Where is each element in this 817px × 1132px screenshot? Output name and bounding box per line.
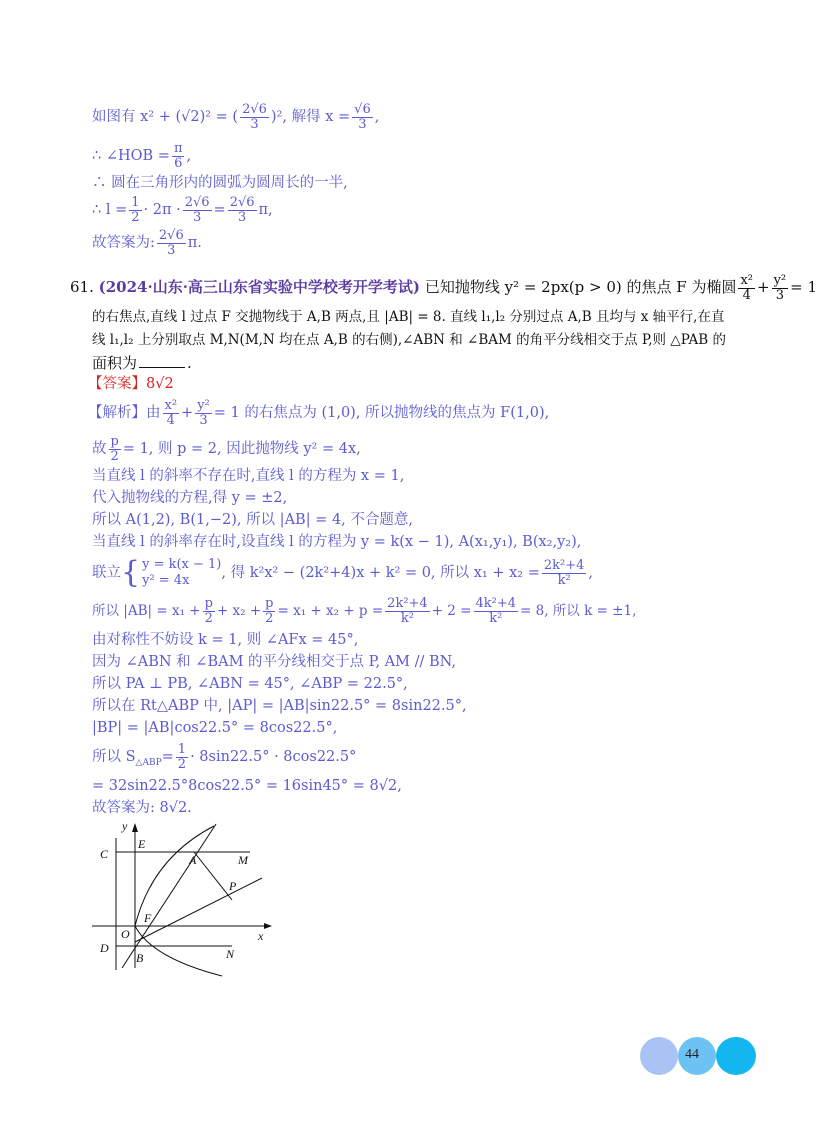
frac-den: k² [489,611,503,626]
text: 故 [92,441,107,457]
frac-den: k² [557,572,571,588]
text: 已知抛物线 y² = 2px(p > 0) 的焦点 F 为椭圆 [424,278,737,296]
label-y: y [122,819,128,833]
fraction [163,399,180,428]
problem-line-1 [70,270,817,304]
subscript: △ABP [135,757,162,768]
answer-value: 8√2 [146,376,174,392]
label-x: x [258,929,264,943]
frac-den: 2 [265,611,274,626]
line-BP [135,878,262,942]
text: , 得 k²x² − (2k²+4)x + k² = 0, 所以 x₁ + x₂ = [221,565,540,581]
badge-circle-3 [716,1037,756,1075]
frac-den: 6 [174,155,183,171]
text: = 1 [790,278,817,296]
analysis-line-14 [92,740,356,774]
problem-line-3: 线 l₁,l₂ 上分别取点 M,N(M,N 均在点 A,B 的右侧),∠ABN 和 ∠BAM 的角平分线相交于点 P,则 △PAB 的 [92,332,727,348]
text: = 1 的右焦点为 (1,0), 所以抛物线的焦点为 F(1,0), [213,405,550,421]
text: , [186,148,192,164]
frac-den: 3 [775,287,784,303]
text: π, [258,202,273,218]
text: . [187,354,192,372]
page-number: 44 [685,1047,699,1062]
fraction [195,399,212,428]
frac-den: 3 [199,412,208,428]
text: = [213,202,226,218]
text: + [757,278,770,296]
fraction [228,196,257,225]
text: , [374,109,380,125]
answer-line [88,374,174,394]
answer-blank [139,367,185,368]
text: · 8sin22.5° · 8cos22.5° [190,749,357,765]
text: 如图有 x² + (√2)² = ( [92,109,239,125]
text: + [181,405,194,421]
frac-den: 3 [192,209,202,225]
label-O: O [121,927,130,941]
fraction [183,196,212,225]
frac-num: y² [773,272,787,288]
frac-den: 2 [177,756,187,772]
analysis-line-7 [92,555,593,591]
text: 故答案为: [92,235,155,251]
text: 所以 S [92,749,136,765]
problem-source: (2024·山东·高三山东省实验中学校考开学考试) [98,278,421,296]
label-A: A [189,853,197,867]
frac-num: x² [740,272,753,288]
problem-number: 61. [70,278,94,296]
frac-num: 1 [177,741,187,757]
frac-num: 2k²+4 [387,596,428,611]
fraction [240,103,269,132]
geometry-figure [92,818,282,976]
text: π. [187,235,202,251]
frac-num: 2√6 [184,194,210,210]
fraction [172,142,185,171]
text: 【解析】由 [88,405,161,421]
frac-num: π [173,140,183,156]
text: = 8, 所以 k = ±1, [520,603,637,619]
frac-num: p [110,433,119,449]
prev-solution-line-2 [92,139,191,173]
frac-num: p [265,596,274,611]
analysis-line-1 [88,396,549,430]
fraction [352,103,373,132]
analysis-line-9: 由对称性不妨设 k = 1, 则 ∠AFx = 45°, [92,632,359,648]
problem-line-2: 的右焦点,直线 l 过点 F 交抛物线于 A,B 两点,且 |AB| = 8. 直线 l₁,l₂ 分别过点 A,B 且均与 x 轴平行,在直 [92,309,725,325]
frac-num: x² [164,397,178,413]
y-axis-arrow [132,823,138,832]
frac-den: 3 [237,209,247,225]
fraction [542,559,587,588]
frac-num: 2√6 [229,194,255,210]
frac-num: 2√6 [158,227,184,243]
label-C: C [100,847,109,861]
label-F: F [144,911,152,925]
text: 联立 [92,565,121,581]
badge-circle-1 [640,1037,678,1075]
label-M: M [238,853,248,867]
text: · 2π · [143,202,181,218]
brace-glyph: { [121,555,141,590]
analysis-line-3: 当直线 l 的斜率不存在时,直线 l 的方程为 x = 1, [92,468,405,484]
frac-den: 3 [250,116,259,132]
frac-den: 4 [166,412,175,428]
analysis-line-2 [92,432,361,466]
parabola [135,826,222,976]
frac-num: y² [197,397,210,413]
prev-solution-line-3: ∴ 圆在三角形内的圆弧为圆周长的一半, [92,175,348,191]
frac-num: √6 [354,101,371,117]
text: , [588,565,593,581]
text: + 2 = [431,603,472,619]
label-E: E [138,837,146,851]
prev-solution-line-4 [92,193,273,227]
frac-den: 2 [110,448,119,464]
text: = [161,749,174,765]
analysis-line-10: 因为 ∠ABN 和 ∠BAM 的平分线相交于点 P, AM // BN, [92,654,456,670]
fraction [385,597,430,626]
label-P: P [229,879,237,893]
text: )², 解得 x = [270,109,351,125]
analysis-line-8 [92,594,636,628]
label-D: D [100,941,109,955]
analysis-line-5: 所以 A(1,2), B(1,−2), 所以 |AB| = 4, 不合题意, [92,512,413,528]
frac-num: 2√6 [242,101,267,117]
text: ∴ l = [92,202,128,218]
text: 所以 |AB| = x₁ + [92,603,201,619]
fraction [157,229,186,258]
frac-den: 3 [358,116,367,132]
label-N: N [226,947,235,961]
x-axis-arrow [264,923,272,929]
label-B: B [136,951,144,965]
fraction [109,435,121,464]
analysis-line-16: 故答案为: 8√2. [92,800,192,816]
text: ∴ ∠HOB = [92,148,170,164]
frac-num: 2k²+4 [543,557,585,573]
frac-den: 2 [204,611,213,626]
frac-den: k² [400,611,414,626]
frac-den: 4 [742,287,751,303]
text: + x₂ + [216,603,262,619]
frac-den: 3 [167,242,176,258]
frac-num: p [204,596,213,611]
line-AP [194,852,232,900]
fraction [738,274,755,303]
prev-solution-line-1 [92,100,379,134]
fraction [176,743,188,772]
text: 面积为 [92,354,138,372]
answer-label: 【答案】 [88,376,146,392]
text: = x₁ + x₂ + p = [277,603,384,619]
analysis-line-12: 所以在 Rt△ABP 中, |AP| = |AB|sin22.5° = 8sin22.5°, [92,698,467,714]
fraction [263,597,275,626]
system-eq-2: y² = 4x [142,573,190,588]
text: = 1, 则 p = 2, 因此抛物线 y² = 4x, [122,441,361,457]
frac-num: 1 [131,194,140,210]
frac-num: 4k²+4 [475,596,517,611]
fraction [203,597,215,626]
analysis-line-15: = 32sin22.5°8cos22.5° = 16sin45° = 8√2, [92,778,402,794]
page-number-badge [640,1035,760,1077]
analysis-line-4: 代入抛物线的方程,得 y = ±2, [92,490,288,506]
fraction [129,196,141,225]
equation-system [121,557,221,589]
analysis-line-6: 当直线 l 的斜率存在时,设直线 l 的方程为 y = k(x − 1), A(x₁,y₁), B(x₂,y₂), [92,534,582,550]
problem-line-4 [92,353,192,373]
analysis-line-11: 所以 PA ⊥ PB, ∠ABN = 45°, ∠ABP = 22.5°, [92,676,408,692]
frac-den: 2 [131,209,140,225]
fraction [474,597,519,626]
prev-solution-line-5 [92,226,202,260]
fraction [772,274,789,303]
system-eq-1: y = k(x − 1) [142,557,222,572]
analysis-line-13: |BP| = |AB|cos22.5° = 8cos22.5°, [92,720,338,736]
